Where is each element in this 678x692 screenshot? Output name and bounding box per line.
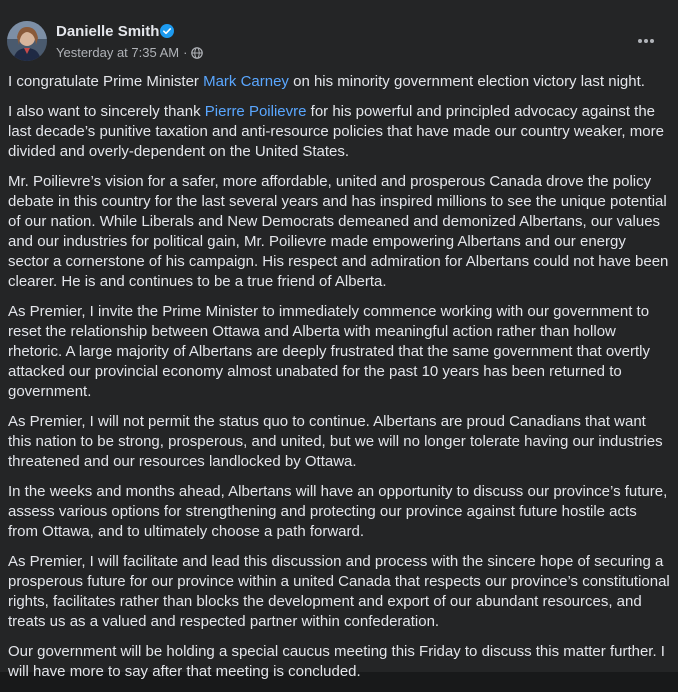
more-options-button[interactable] (628, 28, 664, 54)
post-paragraph: Our government will be holding a special caucus meeting this Friday to discuss this matter further. I will have more to say after that meeting is concluded. (8, 643, 665, 680)
paragraph-text: for his powerful and principled advocacy against the last decade’s punitive taxation and anti-resource policies that have made our country weaker, more divided and overly-dependent on the United States. (8, 103, 664, 160)
post-paragraph: As Premier, I invite the Prime Minister to immediately commence working with our government to reset the relationship between Ottawa and Alberta with meaningful action rather than hollow rhetoric. A large majority of Albertans are deeply frustrated that the same government that overtly attacked our provincial economy almost unabated for the past 10 years has been returned to government. (8, 303, 650, 400)
paragraph-text: I congratulate Prime Minister (8, 73, 204, 90)
post-paragraph (8, 102, 670, 162)
post-paragraph: In the weeks and months ahead, Albertans will have an opportunity to discuss our province’s future, assess various options for strengthening and protecting our province against future hostile acts from Ottawa, and to ultimately choose a path forward. (8, 483, 668, 540)
mention-link[interactable]: Pierre Poilievre (204, 103, 307, 120)
author-avatar[interactable] (7, 21, 47, 61)
paragraph-text: I also want to sincerely thank (8, 103, 205, 120)
meta-separator: · (183, 45, 188, 60)
post-paragraph: As Premier, I will facilitate and lead this discussion and process with the sincere hope of securing a prosperous future for our province within a united Canada that respects our province’s constitutional rights, facilitates rather than blocks the development and export of our abundant resources, and treats us as a valued and respected partner within confederation. (8, 553, 670, 630)
mention-link[interactable]: Mark Carney (203, 73, 289, 90)
more-options-icon (637, 38, 655, 44)
verified-badge-icon (160, 24, 174, 38)
post-header (0, 0, 678, 70)
avatar-image (7, 21, 47, 61)
post-paragraph (8, 72, 670, 92)
globe-icon[interactable] (191, 47, 203, 59)
post-paragraph: Mr. Poilievre’s vision for a safer, more affordable, united and prosperous Canada drove the policy debate in this country for the last several years and has inspired millions to see the unique potential of our nation. While Liberals and New Democrats demeaned and demonized Albertans, our values and our industries for political gain, Mr. Poilievre made empowering Albertans and our energy sector a cornerstone of his campaign. His respect and admiration for Albertans could not have been clearer. He is and continues to be a true friend of Alberta. (8, 173, 669, 290)
post-timestamp[interactable]: Yesterday at 7:35 AM (56, 45, 180, 60)
author-name[interactable]: Danielle Smith (56, 23, 160, 40)
post-body (8, 72, 670, 692)
post-paragraph: As Premier, I will not permit the status quo to continue. Albertans are proud Canadians that want this nation to be strong, prosperous, and united, but we will no longer tolerate having our industries threatened and our resources landlocked by Ottawa. (8, 413, 663, 470)
paragraph-text: on his minority government election victory last night. (288, 73, 645, 90)
post-meta (56, 45, 203, 61)
